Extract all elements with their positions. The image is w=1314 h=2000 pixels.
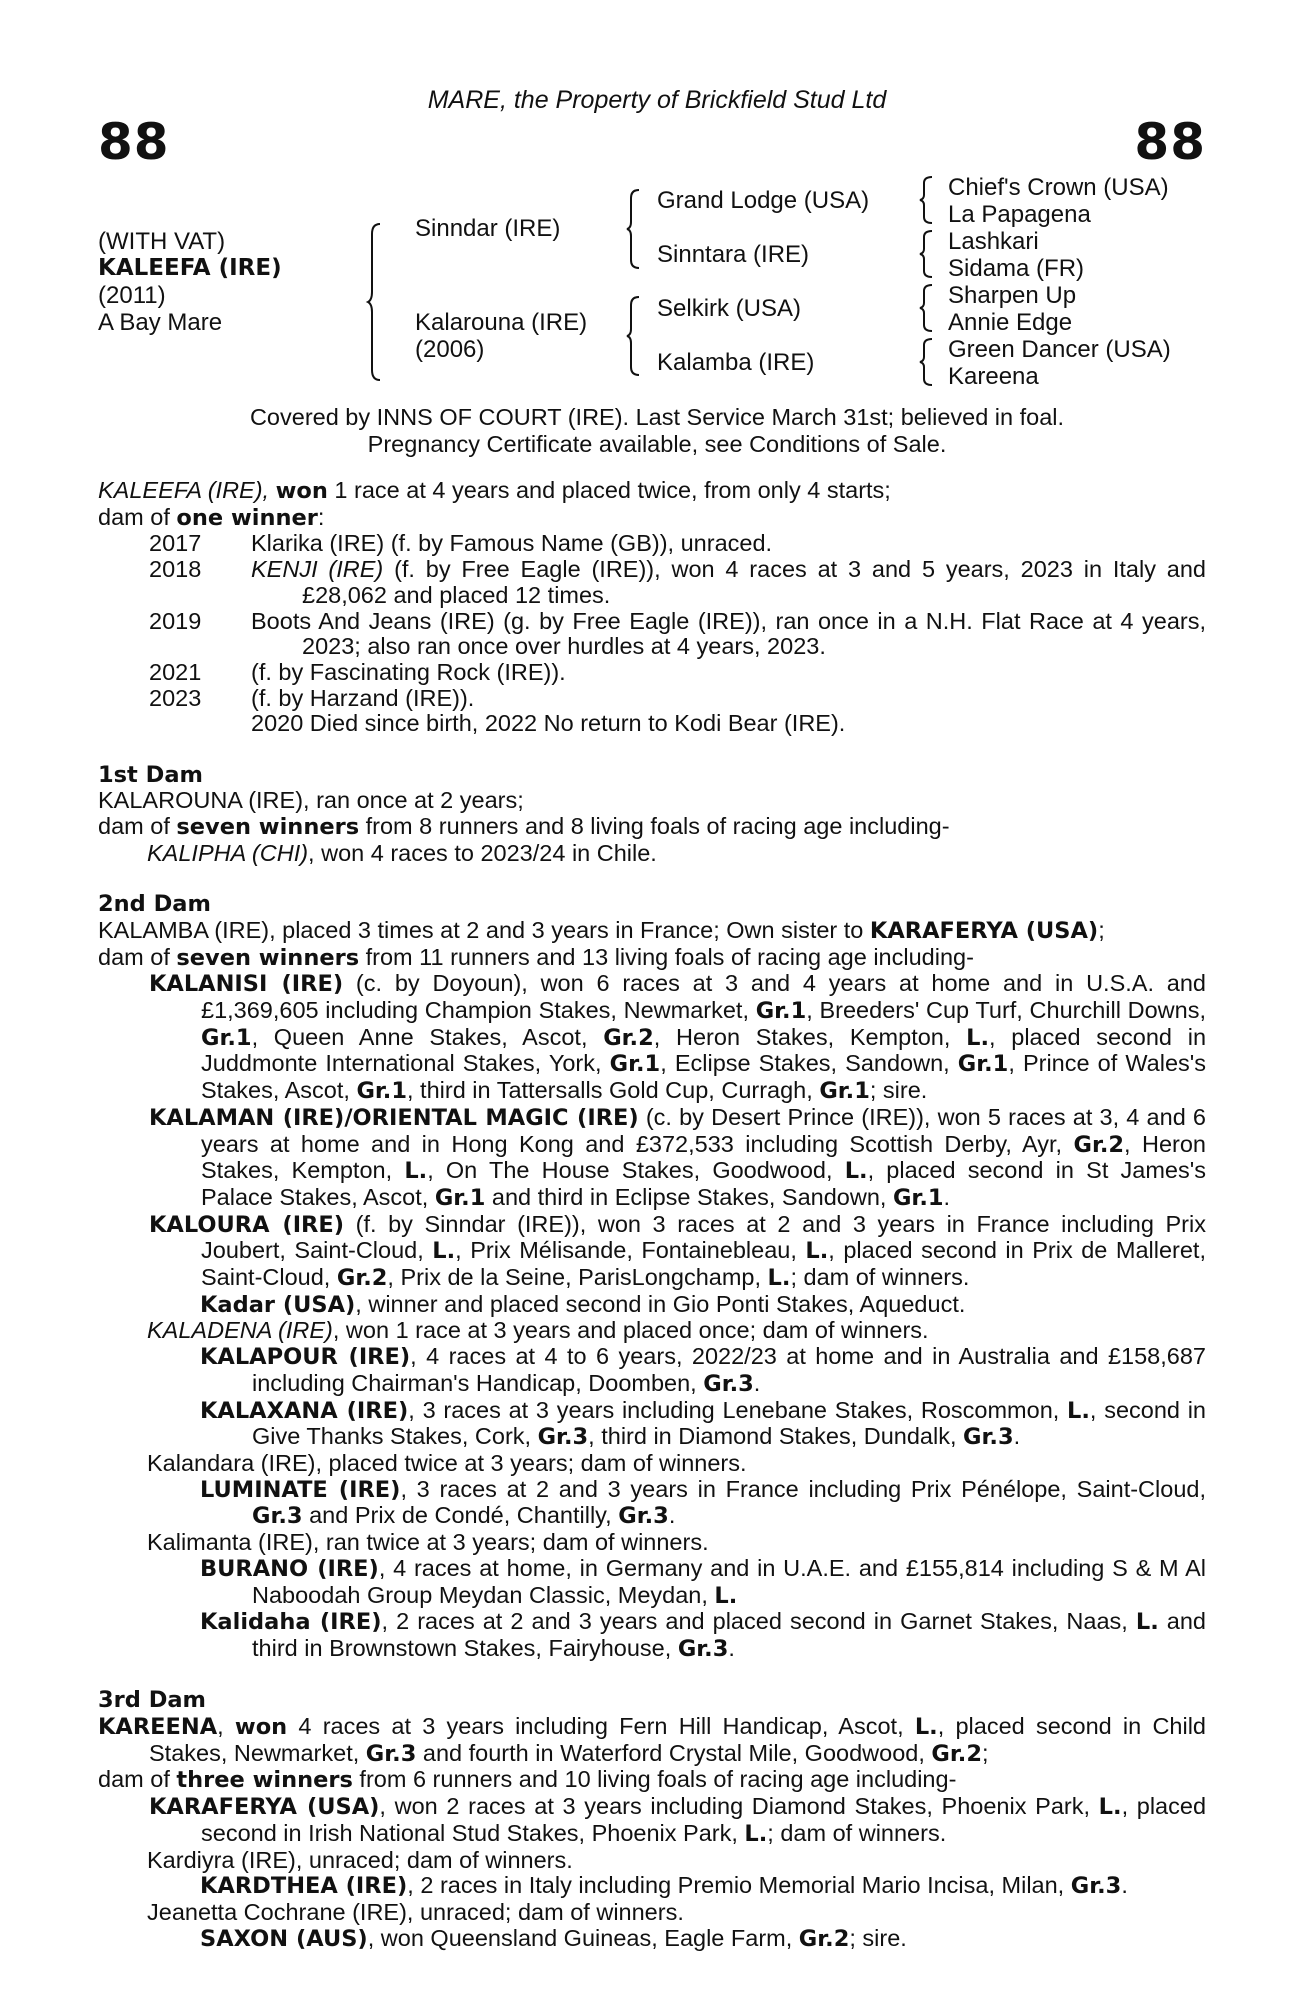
first-dam-line: KALAROUNA (IRE), ran once at 2 years; (98, 787, 524, 814)
sire-dam: Sinntara (IRE) (657, 241, 810, 268)
mare-record (98, 478, 1206, 505)
foal-text: (f. by Fascinating Rock (IRE)). (251, 658, 566, 685)
entry-kalidaha: Kalidaha (IRE), 2 races at 2 and 3 years and placed second in Garnet Stakes, Naas, L. and third in Brownstown Stakes, Fairyhouse, Gr.3. (200, 1608, 1207, 1662)
second-dam-line: KALAMBA (IRE), placed 3 times at 2 and 3 years in France; Own sister to KARAFERYA (USA); (98, 916, 1105, 944)
third-dam-heading: 3rd Dam (98, 1687, 206, 1714)
entry-saxon: SAXON (AUS), won Queensland Guineas, Eagle Farm, Gr.2; sire. (200, 1924, 907, 1952)
page-header-title: MARE, the Property of Brickfield Stud Ltd (427, 86, 887, 114)
pedigree-bracket-main (368, 222, 388, 382)
horse-name: KALEEFA (IRE) (98, 255, 282, 281)
covered-note (0, 404, 1314, 458)
foal-year: 2018 (149, 556, 202, 583)
catalogue-body (98, 478, 1206, 1952)
entry-burano: BURANO (IRE), 4 races at home, in Germany and in U.A.E. and £155,814 including S & M Al Naboodah Group Meydan Classic, Meydan, L. (200, 1554, 1206, 1609)
mare-winners-count: one winner (176, 504, 318, 531)
entry-kaloura: KALOURA (IRE) (f. by Sinndar (IRE)), won 3 races at 2 and 3 years in France including Prix Joubert, Saint-Cloud, L., Prix Mélisande, Fontainebleau, L., placed second in Prix de Malleret, Saint-Cloud, Gr.2, Prix de la Seine, ParisLongchamp, L.; dam of winners. (149, 1210, 1206, 1292)
foal-text: (f. by Harzand (IRE)). (251, 684, 475, 711)
entry-kalanisi: KALANISI (IRE) (c. by Doyoun), won 6 races at 3 and 4 years at home and in U.S.A. and £1,369,605 including Champion Stakes, Newmarket, Gr.1, Breeders' Cup Turf, Churchill Downs, Gr.1, Queen Anne Stakes, Ascot, Gr.2, Heron Stakes, Kempton, L., placed second in Juddmonte International Stakes, York, Gr.1, Eclipse Stakes, Sandown, Gr.1, Prince of Wales's Stakes, Ascot, Gr.1, third in Tattersalls Gold Cup, Curragh, Gr.1; sire. (149, 970, 1207, 1105)
mare-record-name: KALEEFA (IRE), (98, 477, 270, 503)
third-dam-dam-of: dam of three winners from 6 runners and 10 living foals of racing age including- (98, 1766, 957, 1794)
horse-year: (2011) (98, 282, 166, 309)
dam-sire: Selkirk (USA) (657, 295, 802, 322)
gg-3: Sidama (FR) (948, 255, 1085, 282)
foal-year: 2017 (149, 530, 202, 557)
covered-line-1: Covered by INNS OF COURT (IRE). Last Service March 31st; believed in foal. (249, 404, 1065, 430)
foal-note: 2020 Died since birth, 2022 No return to Kodi Bear (IRE). (251, 710, 846, 737)
dam-year: (2006) (415, 336, 485, 363)
entry-kalipha: KALIPHA (CHI), won 4 races to 2023/24 in Chile. (147, 839, 657, 866)
dam-dam: Kalamba (IRE) (657, 349, 815, 376)
foal-row (98, 557, 1206, 608)
foal-year: 2019 (149, 607, 202, 634)
entry-kadar: Kadar (USA), winner and placed second in Gio Ponti Stakes, Aqueduct. (200, 1290, 966, 1318)
entry-kalaman: KALAMAN (IRE)/ORIENTAL MAGIC (IRE) (c. by Desert Prince (IRE)), won 5 races at 3, 4 and 6 years at home and in Hong Kong and £372,533 including Scottish Derby, Ayr, Gr.2, Heron Stakes, Kempton, L., On The House Stakes, Goodwood, L., placed second in St James's Palace Stakes, Ascot, Gr.1 and third in Eclipse Stakes, Sandown, Gr.1. (149, 1103, 1206, 1211)
gg-bracket-2 (920, 229, 936, 279)
mare-record-text: 1 race at 4 years and placed twice, from only 4 starts; (327, 477, 891, 503)
gg-0: Chief's Crown (USA) (948, 174, 1169, 201)
horse-description: A Bay Mare (98, 309, 223, 336)
first-dam-heading: 1st Dam (98, 761, 203, 788)
gg-bracket-3 (920, 283, 936, 333)
entry-kardiyra: Kardiyra (IRE), unraced; dam of winners. (147, 1846, 573, 1873)
foal-year: 2023 (149, 684, 202, 711)
foal-note-row (98, 711, 1206, 737)
foal-row (98, 660, 1206, 686)
foal-year: 2021 (149, 658, 202, 685)
entry-kalandara: Kalandara (IRE), placed twice at 3 years; dam of winners. (147, 1449, 747, 1476)
third-dam-line: KAREENA, won 4 races at 3 years including Fern Hill Handicap, Ascot, L., placed second in Child Stakes, Newmarket, Gr.3 and fourth in Waterford Crystal Mile, Goodwood, Gr.2; (98, 1713, 1206, 1767)
gg-bracket-4 (920, 337, 936, 387)
vat-label: (WITH VAT) (98, 228, 226, 255)
first-dam-dam-of: dam of seven winners from 8 runners and 8 living foals of racing age including- (98, 813, 950, 841)
gg-7: Kareena (948, 363, 1039, 390)
entry-kalaxana: KALAXANA (IRE), 3 races at 3 years including Lenebane Stakes, Roscommon, L., second in Give Thanks Stakes, Cork, Gr.3, third in Diamond Stakes, Dundalk, Gr.3. (200, 1396, 1207, 1451)
mare-record-won: won (275, 478, 328, 504)
gg-6: Green Dancer (USA) (948, 336, 1171, 363)
dam-bracket (627, 295, 645, 377)
lot-number-left: 88 (98, 113, 170, 171)
foal-row (98, 686, 1206, 712)
gg-1: La Papagena (948, 201, 1091, 228)
entry-kardthea: KARDTHEA (IRE), 2 races in Italy including Premio Memorial Mario Incisa, Milan, Gr.3. (200, 1872, 1128, 1900)
foal-text: Boots And Jeans (IRE) (g. by Free Eagle (IRE)), ran once in a N.H. Flat Race at 4 years, 2023; also ran once over hurdles at 4 years, 2023. (251, 607, 1206, 660)
gg-2: Lashkari (948, 228, 1039, 255)
entry-kaladena: KALADENA (IRE), won 1 race at 3 years and placed once; dam of winners. (147, 1317, 929, 1344)
covered-line-2: Pregnancy Certificate available, see Conditions of Sale. (367, 431, 947, 457)
mare-dam-of: dam of one winner: (98, 503, 325, 531)
entry-kalapour: KALAPOUR (IRE), 4 races at 4 to 6 years, 2022/23 at home and in Australia and £158,687 including Chairman's Handicap, Doomben, Gr.3. (200, 1343, 1206, 1397)
foal-text: KENJI (IRE) (f. by Free Eagle (IRE)), won 4 races at 3 and 5 years, 2023 in Italy and £28,062 and placed 12 times. (251, 556, 1206, 608)
entry-kalimanta: Kalimanta (IRE), ran twice at 3 years; dam of winners. (147, 1529, 709, 1556)
gg-4: Sharpen Up (948, 282, 1077, 309)
sire-sire: Grand Lodge (USA) (657, 187, 870, 214)
sire-name: Sinndar (IRE) (415, 215, 561, 242)
sire-bracket (627, 188, 645, 270)
foal-text: Klarika (IRE) (f. by Famous Name (GB)), unraced. (251, 530, 773, 557)
entry-karaferya: KARAFERYA (USA), won 2 races at 3 years including Diamond Stakes, Phoenix Park, L., placed second in Irish National Stud Stakes, Phoenix Park, L.; dam of winners. (149, 1793, 1207, 1847)
foal-row (98, 609, 1206, 660)
second-dam-heading: 2nd Dam (98, 891, 211, 918)
entry-jeanetta: Jeanetta Cochrane (IRE), unraced; dam of winners. (147, 1898, 684, 1925)
entry-luminate: LUMINATE (IRE), 3 races at 2 and 3 years in France including Prix Pénélope, Saint-Cloud, Gr.3 and Prix de Condé, Chantilly, Gr.3. (200, 1475, 1206, 1530)
gg-5: Annie Edge (948, 309, 1073, 336)
foal-row (98, 531, 1206, 557)
second-dam-dam-of: dam of seven winners from 11 runners and 13 living foals of racing age including- (98, 943, 974, 971)
dam-name: Kalarouna (IRE) (415, 309, 588, 336)
lot-number-right: 88 (1134, 113, 1206, 171)
gg-bracket-1 (920, 175, 936, 225)
